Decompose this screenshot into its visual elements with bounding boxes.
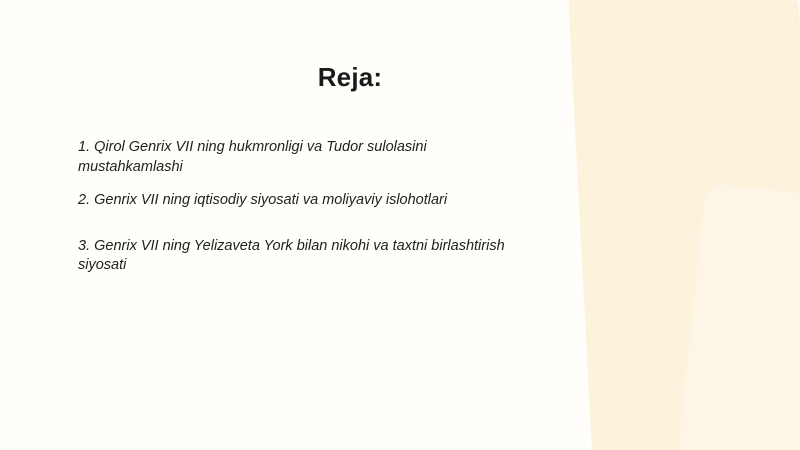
list-item: 1. Qirol Genrix VII ning hukmronligi va Tudor sulolasini mustahkamlashi: [78, 139, 427, 175]
page-title: Reja:: [317, 62, 383, 92]
agenda-list: [78, 138, 638, 290]
list-item: 2. Genrix VII ning iqtisodiy siyosati va moliyaviy islohotlari: [78, 192, 448, 209]
list-item: 3. Genrix VII ning Yelizaveta York bilan nikohi va taxtni birlashtirish siyosati: [78, 237, 505, 274]
